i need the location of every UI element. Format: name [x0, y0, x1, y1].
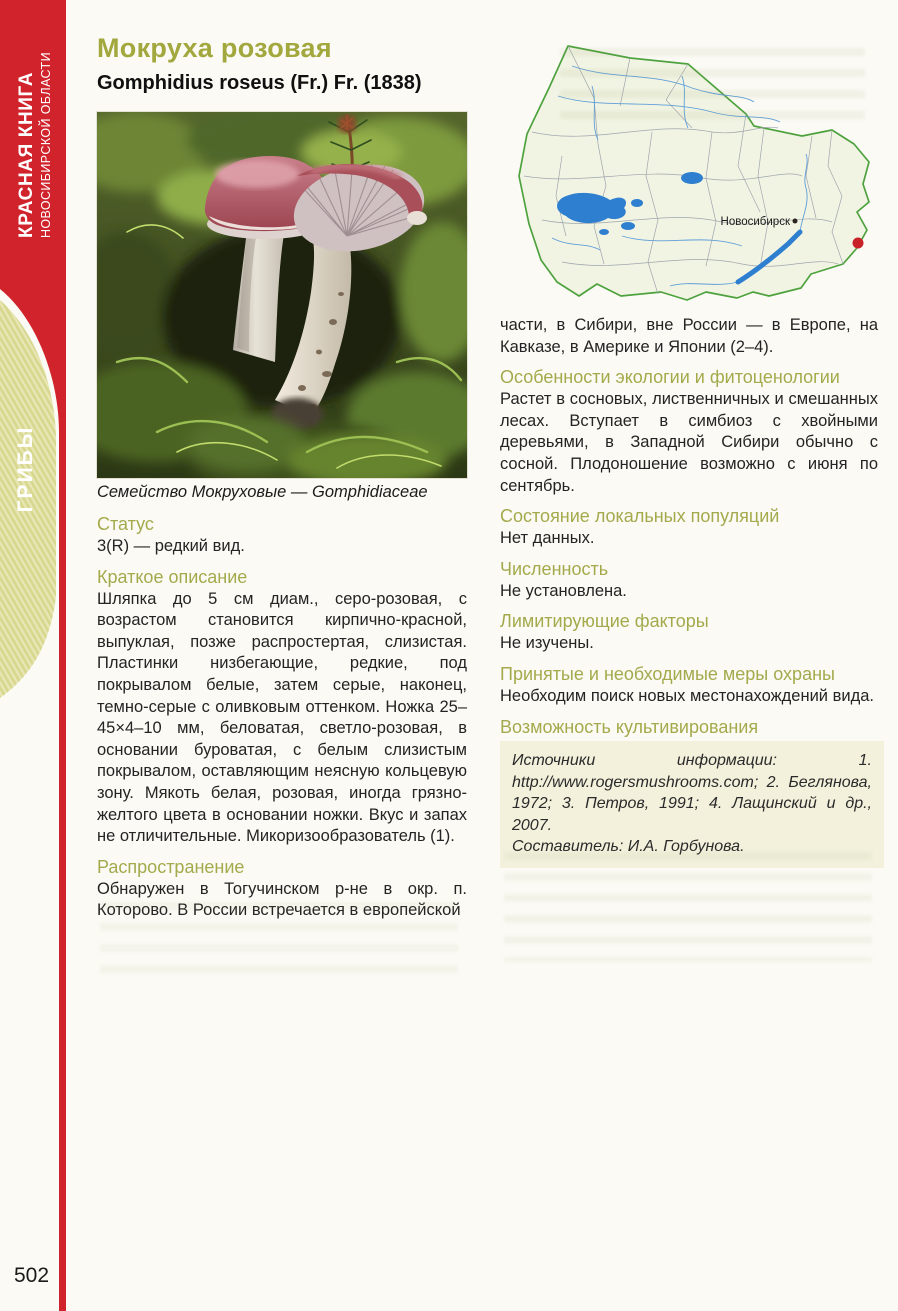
section-title-description: Краткое описание [97, 566, 248, 587]
section-body-status: 3(R) — редкий вид. [97, 537, 245, 555]
section-body-abundance: Не установлена. [500, 581, 627, 600]
section-title-local-populations: Состояние локальных популяций [500, 506, 780, 527]
species-title: Мокруха розовая [97, 33, 332, 63]
sidebar-book-title-block [16, 13, 54, 238]
sources-compiler: Составитель: И.А. Горбунова. [512, 838, 745, 855]
map-city-label: Новосибирск [720, 216, 790, 228]
section-body-limiting-factors: Не изучены. [500, 634, 594, 653]
species-latin-name: Gomphidius roseus (Fr.) Fr. (1838) [97, 72, 422, 94]
section-title-limiting-factors: Лимитирующие факторы [500, 611, 709, 632]
section-body-local-populations: Нет данных. [500, 529, 595, 548]
sources-info: Источники информации: 1. http://www.rogersmushrooms.com; 2. Беглянова, 1972; 3. Петров, 1991; 4. Лащинский и др., 2007. [512, 752, 872, 834]
sidebar-section-label: ГРИБЫ [14, 425, 37, 513]
section-title-abundance: Численность [500, 558, 609, 579]
section-body-distribution: Обнаружен в Тогучинском р-не в окр. п. Которово. В России встречается в европейской [97, 879, 467, 920]
section-title-status: Статус [97, 514, 154, 534]
right-column [500, 315, 878, 760]
section-title-ecology: Особенности экологии и фитоценологии [500, 367, 840, 388]
section-title-distribution: Распространение [97, 856, 245, 877]
left-column [97, 513, 467, 922]
record-location-marker [853, 238, 864, 249]
bleed-through-texture [504, 852, 872, 962]
map-city-dot [793, 219, 798, 224]
family-caption: Семейство Мокруховые — Gomphidiaceae [97, 483, 428, 501]
book-subtitle: НОВОСИБИРСКОЙ ОБЛАСТИ [39, 52, 53, 238]
section-body-ecology: Растет в сосновых, лиственничных и смешанных лесах. Вступает в симбиоз с хвойными деревьями, в Западной Сибири обычно с сосной. Плодоношение возможно с июня по сентябрь. [500, 390, 878, 495]
distribution-continued: части, в Сибири, вне России — в Европе, на Кавказе, в Америке и Японии (2–4). [500, 316, 878, 356]
range-map [502, 36, 890, 310]
section-title-protection-measures: Принятые и необходимые меры охраны [500, 663, 835, 684]
species-photo [97, 112, 467, 478]
section-body-protection-measures: Необходим поиск новых местонахождений вида. [500, 686, 874, 705]
section-title-cultivation: Возможность культивирования [500, 716, 759, 737]
book-title: КРАСНАЯ КНИГА [16, 71, 37, 238]
sources-box [500, 741, 884, 868]
section-body-description: Шляпка до 5 см диам., серо-розовая, с возрастом становится кирпично-красной, выпуклая, позже распростертая, слизистая. Пластинки низбегающие, редкие, под покрывалом белые, затем серые, наконец, темно-серые с оливковым оттенком. Ножка 25–45×4–10 мм, беловатая, светло-розовая, в основании буроватая, с белым слизистым покрывалом, оставляющим неясную кольцевую зону. Мякоть белая, розовая, иногда грязно-желтого цвета в основании ножки. Вкус и запах не отличительные. Микоризообразователь (1). [97, 589, 467, 846]
page-number: 502 [14, 1264, 50, 1287]
